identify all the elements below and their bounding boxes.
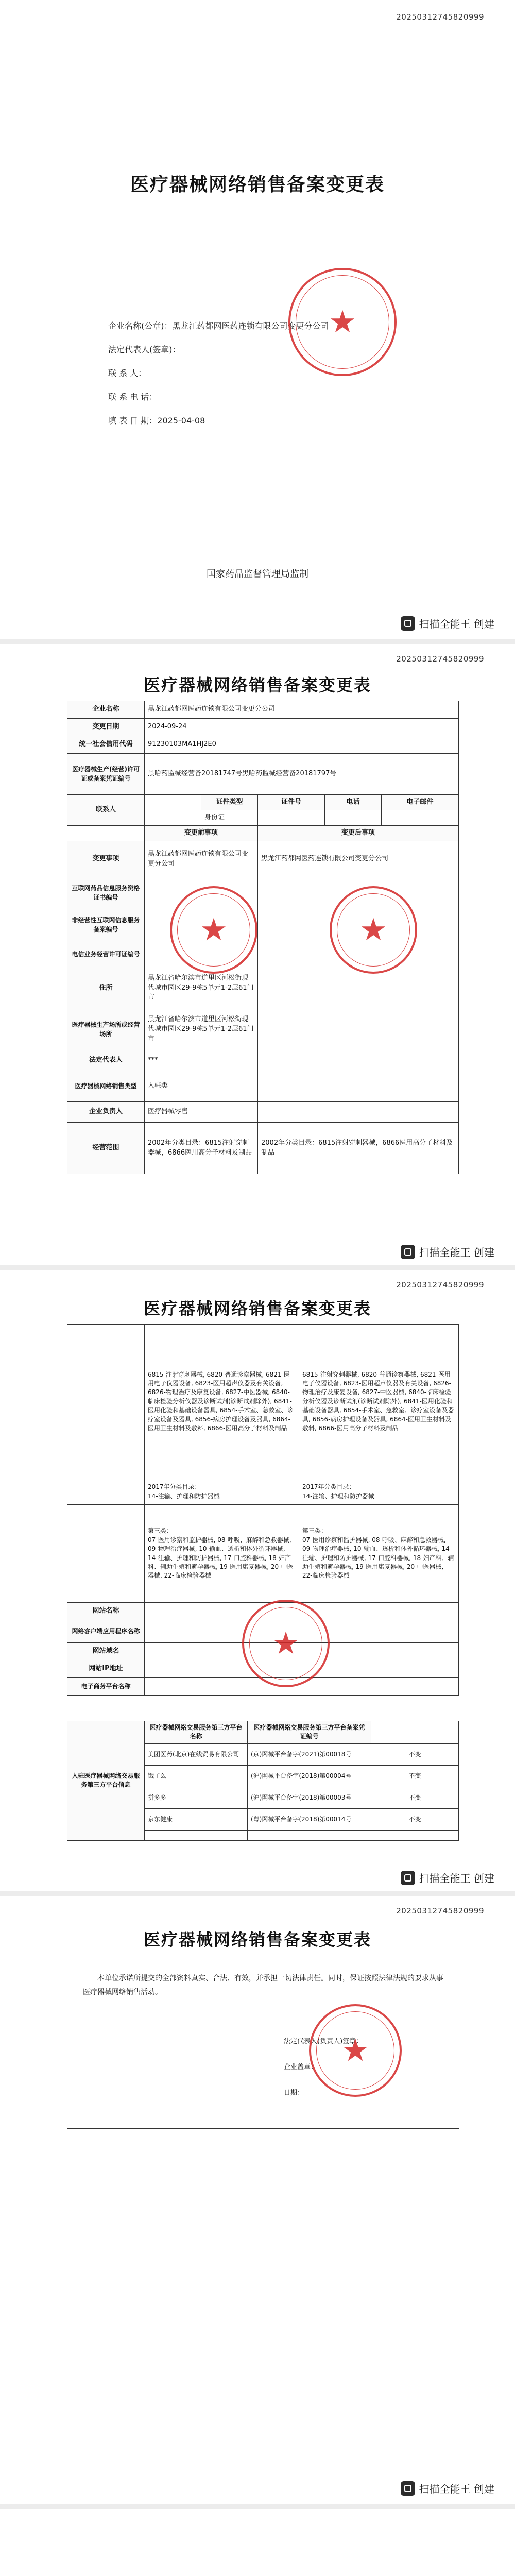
company-value: 黑龙江药都网医药连锁有限公司变更分公司 [145,701,459,719]
field-date: 填 表 日 期：2025-04-08 [108,416,205,426]
seal-pledge: ★ [309,2004,402,2097]
change-form-table: 企业名称 黑龙江药都网医药连锁有限公司变更分公司 变更日期 2024-09-24 统一社会信用代码 91230103MA1HJ2E0 医疗器械生产(经营)许可证或备案凭证编号 黑哈药监械经营备20181747号黑哈药监械经营备20181797号 联系人 证件类型 证件号 电话 电子邮件 身份证 变更前事项 变更后事项 变更事项 黑龙江药都网医药连锁有限公司变更分公司 黑龙江药都网医药连锁有限公司变更分公司 互联网药品信息服务资格证书编号 非经营性互联网信息服务备案编号 电信业务经营许可证编号 住所 黑龙江省哈尔滨市道里区河松街现代城市园区29-9栋5单元1-2层61门市 医疗器械生产场所或经营场所 黑龙江省哈尔滨市道里区河松街现代城市园区29-9栋5单元1-2层61门市 法定代表人 *** 医疗器械网络销售类型 入驻类 企业负责人 医疗器械零售 经营范围 2002年分类目录：6815注射穿刺器械，6866医用高分子材料及制品 2002年分类目录：6815注射穿刺器械，6866医用高分子材料及制品 [67,701,459,1174]
scanner-logo-icon [401,2481,415,2496]
scanner-brand: 扫描全能王 创建 [401,1870,494,1885]
scope-table: 6815-注射穿刺器械, 6820-普通诊察器械, 6821-医用电子仪器设备, 6823-医用超声仪器及有关设备, 6826-物理治疗及康复设备, 6827-中医器械, 6840-临床检验分析仪器及诊断试剂(诊断试剂除外), 6841-医用化验和基础设备器具, 6854-手术室、急救室、诊疗室设备及器具, 6856-病房护理设备及器具, 6864-医用卫生材料及敷料, 6866-医用高分子材料及制品 6815-注射穿刺器械, 6820-普通诊察器械, 6821-医用电子仪器设备, 6823-医用超声仪器及有关设备, 6826-物理治疗及康复设备, 6827-中医器械, 6840-临床检验分析仪器及诊断试剂(诊断试剂除外), 6841-医用化验和基础设备器具, 6854-手术室、急救室、诊疗室设备及器具, 6856-病房护理设备及器具, 6864-医用卫生材料及敷料, 6866-医用高分子材料及制品 2017年分类目录： 14-注输、护理和防护器械 2017年分类目录： 14-注输、护理和防护器械 第三类： 07-医用诊察和监护器械, 08-呼吸、麻醉和急救器械, 09-物理治疗器械, 10-输血、透析和体外循环器械, 14-注输、护理和防护器械, 17-口腔科器械, 18-妇产科、辅助生殖和避孕器械, 19-医用康复器械, 20-中医器械, 22-临床检验器械 第三类： 07-医用诊察和监护器械, 08-呼吸、麻醉和急救器械, 09-物理治疗器械, 10-输血、透析和体外循环器械, 14-注输、护理和防护器械, 17-口腔科器械, 18-妇产科、辅助生殖和避孕器械, 19-医用康复器械, 20-中医器械, 22-临床检验器械 网站名称 网络客户端应用程序名称 网站域名 网站IP地址 电子商务平台名称 [67,1324,459,1696]
license-value: 黑哈药监械经营备20181747号黑哈药监械经营备20181797号 [145,754,459,795]
page-form-1 [0,644,515,1265]
page-title: 医疗器械网络销售备案变更表 [143,1299,371,1318]
serial-number: 20250312745820999 [396,1906,484,1916]
date-value: 2024-09-24 [145,719,459,736]
page-pledge [0,1896,515,2504]
scanner-brand: 扫描全能王 创建 [401,616,494,631]
page-title: 医疗器械网络销售备案变更表 [143,675,371,695]
scanner-logo-icon [401,616,415,631]
company-seal: ★ [288,268,397,376]
page-title: 医疗器械网络销售备案变更表 [130,174,385,195]
scanner-logo-icon [401,1245,415,1259]
credit-value: 91230103MA1HJ2E0 [145,736,459,754]
date-label: 日期： [284,2089,304,2097]
serial-number: 20250312745820999 [396,1280,484,1290]
page-cover [0,0,515,639]
scanner-logo-icon [401,1871,415,1885]
field-company: 企业名称(公章)：黑龙江药都网医药连锁有限公司变更分公司 [108,321,329,331]
field-phone: 联 系 电 话： [108,392,158,402]
seal-left: ★ [170,886,258,974]
serial-number: 20250312745820999 [396,12,484,22]
pledge-text: 本单位承诺所提交的全部资料真实、合法、有效，并承担一切法律责任。同时，保证按照法律法规的要求从事医疗器械网络销售活动。 [83,1974,443,1996]
page-form-2 [0,1270,515,1891]
seal-right: ★ [330,886,417,974]
page-title: 医疗器械网络销售备案变更表 [143,1930,371,1950]
seal-label: 企业盖章： [284,2063,318,2071]
field-contact: 联 系 人： [108,368,147,378]
scanner-brand: 扫描全能王 创建 [401,2481,494,2496]
serial-number: 20250312745820999 [396,654,484,664]
seal-center: ★ [242,1600,330,1687]
scanner-brand: 扫描全能王 创建 [401,1244,494,1259]
blank-tail [0,2509,515,2576]
issuer: 国家药品监督管理局监制 [207,569,308,580]
field-legal-rep: 法定代表人(签章)： [108,345,181,354]
sign-label: 法定代表人(负责人)签章： [284,2038,363,2045]
platform-table: 入驻医疗器械网络交易服务第三方平台信息 医疗器械网络交易服务第三方平台名称 医疗器械网络交易服务第三方平台备案凭证编号 美团医药(北京)在线贸易有限公司 (京)网械平台备字(2021)第00018号 不变 饿了么 (沪)网械平台备字(2018)第00004号 不变 拼多多 (沪)网械平台备字(2018)第00003号 不变 京东健康 (粤)网械平台备字(2018)第00014号 不变 [67,1721,459,1841]
